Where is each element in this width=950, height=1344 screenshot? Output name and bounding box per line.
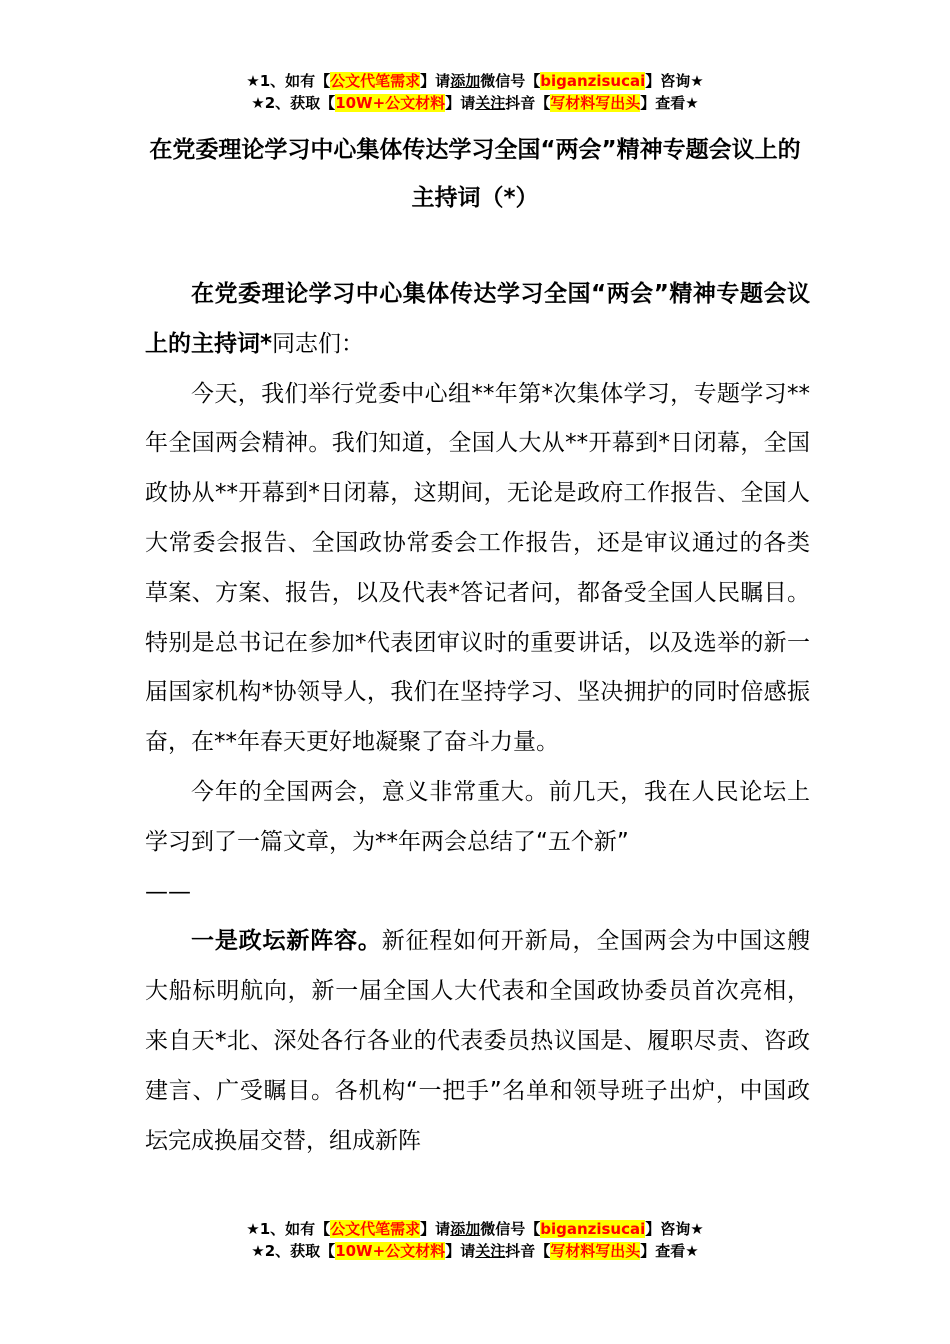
point-1-text: 新征程如何开新局，全国两会为中国这艘大船标明航向，新一届全国人大代表和全国政协委员首次亮相，来自天*北、深处各行各业的代表委员热议国是、履职尽责、咨政建言、广受瞩目。各机构“一把手”名单和领导班子出炉，中国政坛完成换届交替，组成新阵 — [145, 928, 811, 1154]
promo-text: 微信号【 — [480, 1220, 541, 1238]
promo-text: 】请 — [420, 72, 451, 90]
promo-text: 抖音【 — [505, 94, 551, 112]
promo-text: 】请 — [445, 1242, 476, 1260]
promo-text: 】请 — [420, 1220, 451, 1238]
point-1-paragraph — [145, 917, 810, 1166]
promo-douyin-id: 写材料写出头 — [550, 94, 641, 112]
promo-highlight: 公文代笔需求 — [330, 1220, 421, 1238]
heading-bold: 在党委理论学习中心集体传达学习全国“两会”精神专题会议上的主持词* — [145, 281, 810, 357]
promo-wechat-id: biganzisucai — [540, 1220, 646, 1238]
promo-highlight: 10W+公文材料 — [335, 1242, 446, 1260]
promo-text: 】咨询★ — [645, 72, 704, 90]
promo-text: 】请 — [445, 94, 476, 112]
promo-emphasis: 关注 — [475, 94, 506, 112]
dash-line: —— — [145, 878, 191, 905]
promo-text: 】咨询★ — [645, 1220, 704, 1238]
promo-line-1 — [0, 70, 950, 92]
promo-emphasis: 添加 — [450, 72, 481, 90]
promo-line-2 — [0, 92, 950, 114]
promo-douyin-id: 写材料写出头 — [550, 1242, 641, 1260]
promo-line-2 — [0, 1240, 950, 1262]
promo-text: ★1、如有【 — [246, 72, 331, 90]
document-title: 在党委理论学习中心集体传达学习全国“两会”精神专题会议上的主持词（*） — [149, 137, 801, 211]
document-body — [145, 270, 810, 1166]
promo-text: ★2、获取【 — [251, 94, 336, 112]
promo-text: ★1、如有【 — [246, 1220, 331, 1238]
promo-highlight: 10W+公文材料 — [335, 94, 446, 112]
promo-text: 】查看★ — [640, 94, 699, 112]
promo-emphasis: 关注 — [475, 1242, 506, 1260]
promo-banner-top — [0, 70, 950, 114]
promo-highlight: 公文代笔需求 — [330, 72, 421, 90]
promo-line-1 — [0, 1218, 950, 1240]
opening-paragraph — [145, 270, 810, 370]
promo-text: 】查看★ — [640, 1242, 699, 1260]
paragraph-2: 今年的全国两会，意义非常重大。前几天，我在人民论坛上学习到了一篇文章，为**年两会总结了“五个新” — [145, 778, 810, 855]
promo-text: 微信号【 — [480, 72, 541, 90]
point-1-heading: 一是政坛新阵容。 — [191, 928, 382, 955]
promo-emphasis: 添加 — [450, 1220, 481, 1238]
salutation: 同志们： — [272, 330, 365, 357]
promo-wechat-id: biganzisucai — [540, 72, 646, 90]
paragraph-1: 今天，我们举行党委中心组**年第*次集体学习，专题学习**年全国两会精神。我们知道，全国人大从**开幕到*日闭幕，全国政协从**开幕到*日闭幕，这期间，无论是政府工作报告、全国人大常委会报告、全国政协常委会工作报告，还是审议通过的各类草案、方案、报告，以及代表*答记者问，都备受全国人民瞩目。特别是总书记在参加*代表团审议时的重要讲话，以及选举的新一届国家机构*协领导人，我们在坚持学习、坚决拥护的同时倍感振奋，在**年春天更好地凝聚了奋斗力量。 — [145, 380, 810, 756]
promo-text: ★2、获取【 — [251, 1242, 336, 1260]
promo-banner-bottom — [0, 1218, 950, 1262]
promo-text: 抖音【 — [505, 1242, 551, 1260]
